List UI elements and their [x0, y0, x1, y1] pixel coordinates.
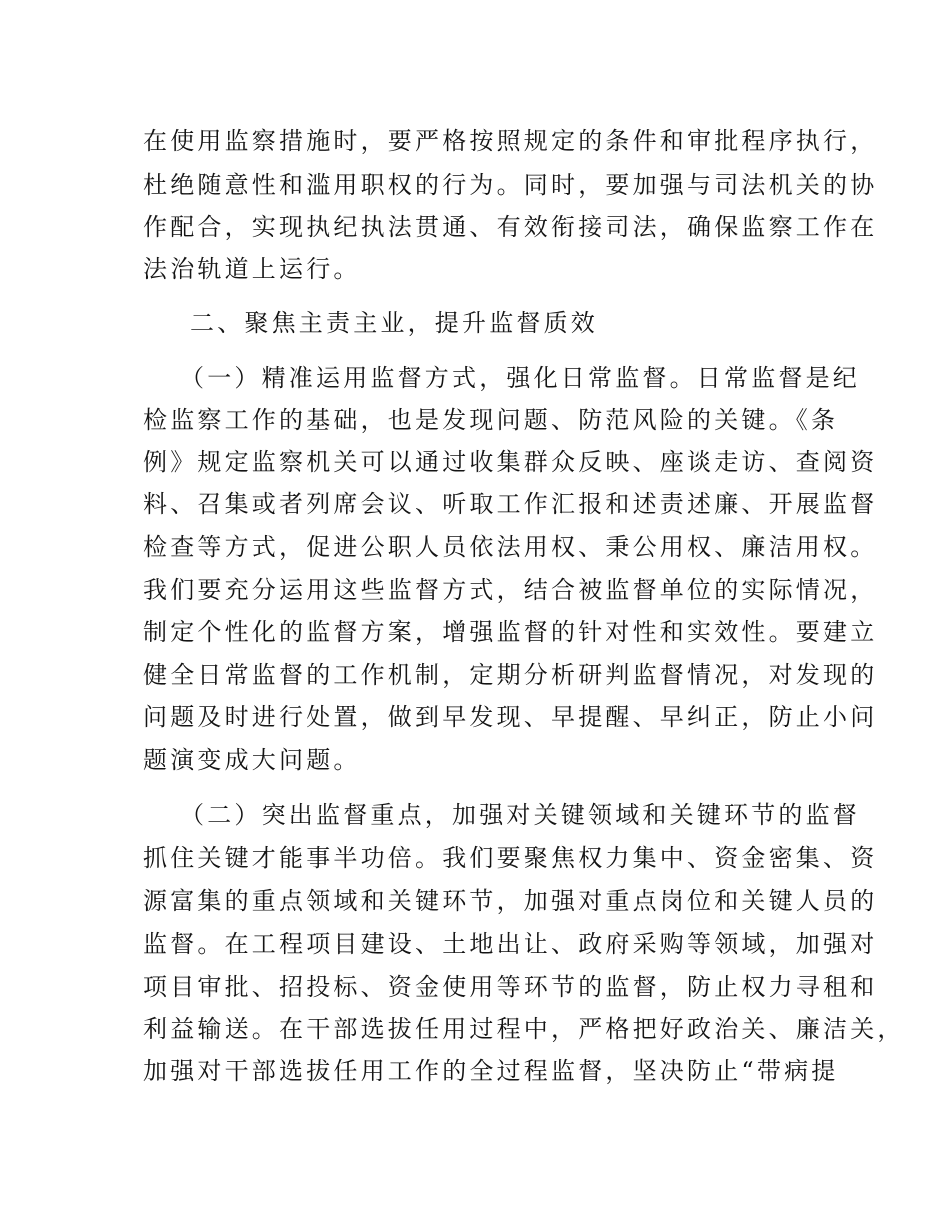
paragraph-1-line-2: 杜绝随意性和滥用职权的行为。同时，要加强与司法机关的协: [143, 171, 878, 199]
paragraph-4-line-1: （二）突出监督重点，加强对关键领域和关键环节的监督: [180, 801, 860, 829]
paragraph-3-line-4: 料、召集或者列席会议、听取工作汇报和述责述廉、开展监督: [143, 490, 878, 518]
paragraph-3-line-9: 问题及时进行处置，做到早发现、早提醒、早纠正，防止小问: [143, 703, 878, 731]
paragraph-4-line-7: 加强对干部选拔任用工作的全过程监督，坚决防止“带病提: [143, 1057, 839, 1085]
paragraph-4-line-6: 利益输送。在干部选拔任用过程中，严格把好政治关、廉洁关，: [143, 1015, 905, 1043]
section-heading: 二、聚焦主责主业，提升监督质效: [190, 309, 598, 337]
paragraph-3-line-8: 健全日常监督的工作机制，定期分析研判监督情况，对发现的: [143, 661, 878, 689]
paragraph-4-line-4: 监督。在工程项目建设、土地出让、政府采购等领域，加强对: [143, 930, 878, 958]
paragraph-3-line-7: 制定个性化的监督方案，增强监督的针对性和实效性。要建立: [143, 618, 878, 646]
paragraph-1-line-4: 法治轨道上运行。: [143, 255, 361, 283]
paragraph-3-line-6: 我们要充分运用这些监督方式，结合被监督单位的实际情况，: [143, 576, 878, 604]
paragraph-3-line-2: 检监察工作的基础，也是发现问题、防范风险的关键。《条: [143, 406, 839, 434]
paragraph-3-line-1: （一）精准运用监督方式，强化日常监督。日常监督是纪: [180, 364, 860, 392]
paragraph-4-line-3: 源富集的重点领域和关键环节，加强对重点岗位和关键人员的: [143, 887, 878, 915]
paragraph-4-line-5: 项目审批、招投标、资金使用等环节的监督，防止权力寻租和: [143, 973, 878, 1001]
paragraph-4-line-2: 抓住关键才能事半功倍。我们要聚焦权力集中、资金密集、资: [143, 844, 878, 872]
paragraph-1-line-3: 作配合，实现执纪执法贯通、有效衔接司法，确保监察工作在: [143, 213, 878, 241]
paragraph-3-line-3: 例》规定监察机关可以通过收集群众反映、座谈走访、查阅资: [143, 448, 878, 476]
paragraph-1-line-1: 在使用监察措施时，要严格按照规定的条件和审批程序执行，: [143, 127, 878, 155]
paragraph-3-line-10: 题演变成大问题。: [143, 746, 361, 774]
paragraph-3-line-5: 检查等方式，促进公职人员依法用权、秉公用权、廉洁用权。: [143, 533, 878, 561]
